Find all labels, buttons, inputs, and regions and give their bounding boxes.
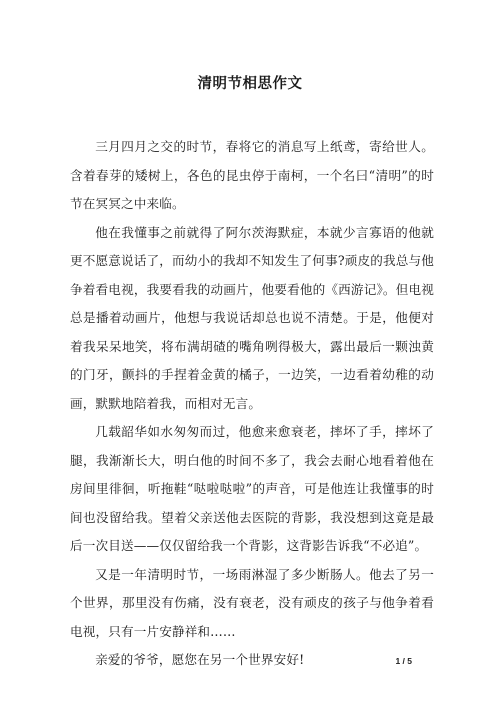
paragraph-4: 又是一年清明时节，一场雨淋湿了多少断肠人。他去了另一个世界，那里没有伤痛，没有衰老，没有顽皮的孩子与他争着看电视，只有一片安静祥和……	[70, 566, 434, 639]
document-body	[70, 133, 434, 675]
paragraph-2: 他在我懂事之前就得了阿尔茨海默症，本就少言寡语的他就更不愿意说话了，而幼小的我却不知发生了何事?顽皮的我总与他争着看电视，我要看我的动画片，他要看他的《西游记》。但电视总是播着动画片，他想与我说话却总也说不清楚。于是，他便对着我呆呆地笑，将布满胡碴的嘴角咧得极大，露出最后一颗浊黄的门牙，颤抖的手捏着金黄的橘子，一边笑，一边看着幼稚的动画，默默地陪着我，而相对无言。	[70, 224, 434, 411]
document-title: 清明节相思作文	[197, 75, 303, 92]
paragraph-5: 亲爱的爷爷，愿您在另一个世界安好!	[95, 652, 305, 667]
paragraph-3: 几载韶华如水匆匆而过，他愈来愈衰老，摔坏了手，摔坏了腿，我渐渐长大，明白他的时间不多了，我会去耐心地看着他在房间里徘徊，听拖鞋“哒啦哒啦”的声音，可是他连让我懂事的时间也没留给我。望着父亲送他去医院的背影，我没想到这竟是最后一次目送——仅仅留给我一个背影，这背影告诉我“不必追”。	[70, 424, 434, 553]
page-number: 1 / 5	[395, 656, 412, 666]
paragraph-1: 三月四月之交的时节，春将它的消息写上纸鸢，寄给世人。含着春芽的矮树上，各色的昆虫停于南柯，一个名曰“清明”的时节在冥冥之中来临。	[70, 139, 434, 211]
